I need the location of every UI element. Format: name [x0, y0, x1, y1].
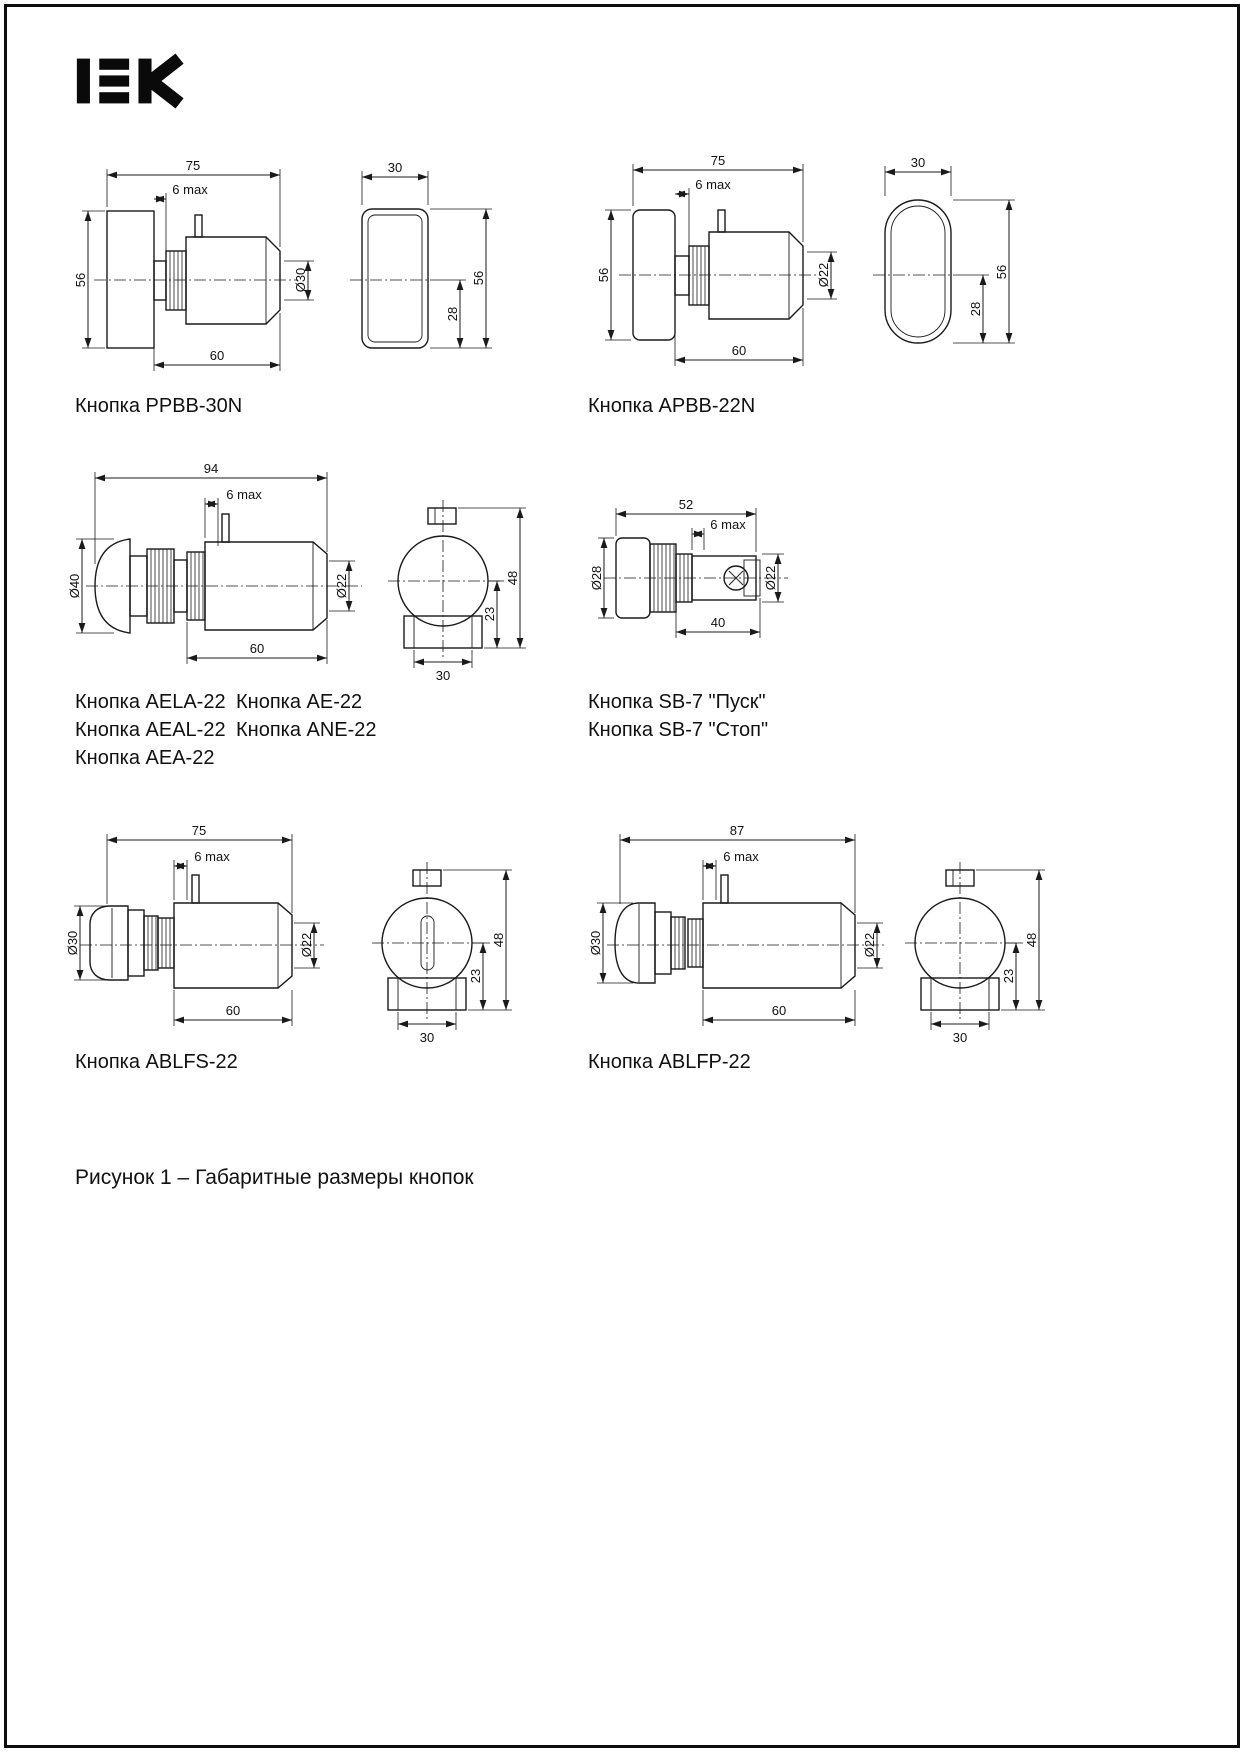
drawing-apbb-22n — [585, 148, 1025, 383]
dim-ablfs-front-width: 30 — [419, 1030, 435, 1045]
dim-apbb-front-half: 28 — [968, 301, 983, 317]
dim-ae-body: 60 — [249, 641, 265, 656]
drawing-ablfs-22 — [62, 818, 514, 1053]
dim-sb7-dia: Ø22 — [763, 565, 778, 591]
dim-ppbb-dia: Ø30 — [293, 267, 308, 293]
dim-ae-front-half: 23 — [482, 606, 497, 622]
figure-label-apbb: Кнопка APBB-22N — [588, 395, 756, 417]
dim-sb7-body: 40 — [710, 615, 726, 630]
ring-ribs — [675, 917, 683, 969]
ablfs-front-dimensions — [398, 870, 512, 1045]
dim-ae-head-dia: Ø40 — [67, 573, 82, 599]
dim-ae-width: 94 — [203, 461, 219, 476]
dim-ablfs-front-half: 23 — [468, 968, 483, 984]
dim-ablfs-width: 75 — [191, 823, 207, 838]
ablfp-front-view — [905, 862, 1019, 1022]
apbb-side-view — [619, 210, 821, 340]
figure-label-ablfp: Кнопка ABLFP-22 — [588, 1051, 751, 1073]
ae-side-view — [86, 514, 362, 633]
ae-front-view — [388, 500, 502, 660]
drawing-ppbb-30n — [62, 153, 502, 388]
ring-ribs — [148, 916, 156, 970]
iek-logo — [75, 50, 187, 112]
ablfs-side-dimensions — [65, 823, 320, 1026]
dim-apbb-travel: 6 max — [695, 177, 731, 192]
dim-ae-dia: Ø22 — [334, 573, 349, 599]
dim-sb7-width: 52 — [678, 497, 694, 512]
figure-label-aela: Кнопка AELA-22 — [75, 691, 226, 713]
dim-ablfp-front-width: 30 — [952, 1030, 968, 1045]
dim-ablfp-travel: 6 max — [723, 849, 759, 864]
dim-apbb-dia: Ø22 — [816, 262, 831, 288]
dim-apbb-height: 56 — [596, 267, 611, 283]
figure-label-sb7-stop: Кнопка SB-7 "Стоп" — [588, 719, 769, 741]
figure-labels-ae-col1 — [75, 688, 226, 772]
ppbb-front-dimensions — [362, 160, 492, 348]
figure-label-ae: Кнопка AE-22 — [236, 691, 363, 713]
dim-ablfp-head-dia: Ø30 — [588, 930, 603, 956]
ae-front-dimensions — [414, 508, 526, 683]
figure-label-ablfs: Кнопка ABLFS-22 — [75, 1051, 238, 1073]
dim-ablfs-body: 60 — [225, 1003, 241, 1018]
dim-apbb-front-height: 56 — [994, 264, 1009, 280]
thread-hatch — [693, 246, 705, 305]
dim-apbb-body: 60 — [731, 343, 747, 358]
dim-ae-travel: 6 max — [226, 487, 262, 502]
ablfs-front-view — [372, 862, 486, 1022]
drawing-sb7 — [588, 498, 823, 653]
sb7-side-view — [604, 538, 788, 618]
dim-ablfs-dia: Ø22 — [299, 932, 314, 958]
thread-hatch — [692, 919, 700, 967]
figure-caption: Рисунок 1 – Габаритные размеры кнопок — [75, 1166, 474, 1189]
figure-labels-sb7 — [588, 688, 768, 744]
dim-ppbb-front-half: 28 — [445, 306, 460, 322]
figure-label-sb7-pusk: Кнопка SB-7 "Пуск" — [588, 691, 766, 713]
dim-apbb-front-width: 30 — [910, 155, 926, 170]
dim-sb7-travel: 6 max — [710, 517, 746, 532]
figure-label-aea: Кнопка AEA-22 — [75, 747, 215, 769]
dim-sb7-head-dia: Ø28 — [589, 565, 604, 591]
ae-side-dimensions — [67, 461, 355, 664]
ppbb-side-view — [94, 211, 298, 348]
drawing-ae-family — [62, 456, 542, 684]
dim-apbb-width: 75 — [710, 153, 726, 168]
dim-ablfp-front-half: 23 — [1001, 968, 1016, 984]
dim-ablfp-width: 87 — [729, 823, 745, 838]
thread-hatch — [162, 918, 170, 968]
figure-label-ane: Кнопка ANE-22 — [236, 719, 377, 741]
dim-ablfp-body: 60 — [771, 1003, 787, 1018]
dim-ppbb-front-height: 56 — [471, 270, 486, 286]
iek-logo-letters — [77, 59, 180, 104]
drawing-ablfp-22 — [585, 818, 1050, 1053]
dim-ppbb-front-width: 30 — [387, 160, 403, 175]
dim-ablfp-dia: Ø22 — [862, 932, 877, 958]
figure-label-aeal: Кнопка AEAL-22 — [75, 719, 226, 741]
dim-ablfs-travel: 6 max — [194, 849, 230, 864]
dim-ppbb-body: 60 — [209, 348, 225, 363]
ppbb-front-view — [350, 209, 440, 348]
figure-label-ppbb: Кнопка PPBB-30N — [75, 395, 243, 417]
ablfp-front-dimensions — [931, 870, 1045, 1045]
dim-ppbb-height: 56 — [73, 272, 88, 288]
apbb-side-dimensions — [596, 153, 837, 366]
ablfs-side-view — [80, 875, 324, 988]
dim-ppbb-travel: 6 max — [172, 182, 208, 197]
dim-ablfp-front-height: 48 — [1024, 932, 1039, 948]
figure-labels-ae-col2 — [236, 688, 377, 744]
dim-ppbb-width: 75 — [185, 158, 201, 173]
ppbb-side-dimensions — [73, 158, 314, 371]
dim-ae-front-width: 30 — [435, 668, 451, 683]
dim-ablfs-head-dia: Ø30 — [65, 930, 80, 956]
dim-ae-front-height: 48 — [505, 570, 520, 586]
thread-hatch — [170, 251, 182, 310]
ablfp-side-dimensions — [588, 823, 883, 1026]
dim-ablfs-front-height: 48 — [491, 932, 506, 948]
apbb-front-view — [873, 200, 963, 343]
ablfp-side-view — [607, 875, 885, 988]
